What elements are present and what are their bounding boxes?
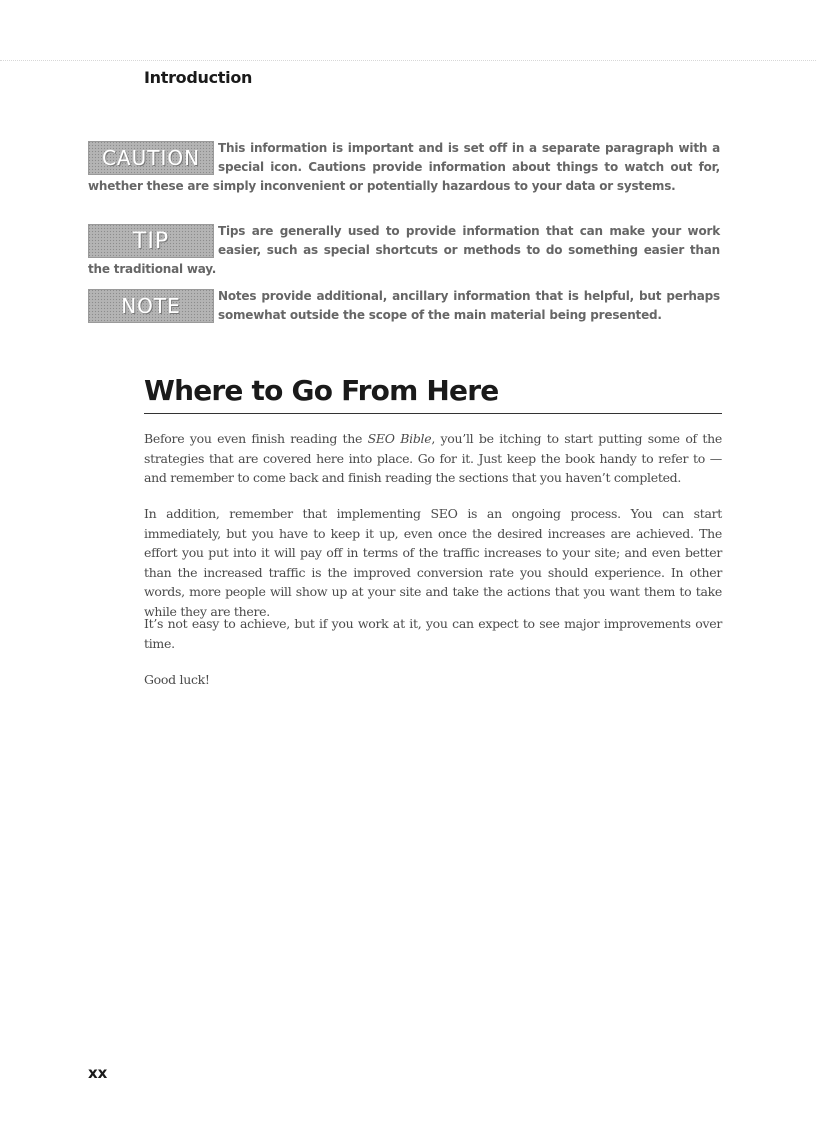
book-title: SEO Bible — [367, 431, 432, 446]
page-number: xx — [88, 1064, 108, 1082]
tip-callout — [88, 222, 720, 279]
tip-text: Tips are generally used to provide information that can make your work easier, such as special shortcuts or methods to do something easier than the traditional way. — [88, 224, 720, 276]
caution-icon-label: CAUTION — [101, 145, 201, 170]
tip-icon — [88, 224, 214, 258]
note-text: Notes provide additional, ancillary information that is helpful, but perhaps somewhat outside the scope of the main material being presented. — [218, 289, 720, 322]
section-title: Where to Go From Here — [144, 374, 722, 414]
running-head: Introduction — [144, 68, 253, 87]
note-callout — [88, 287, 720, 325]
tip-icon-label: TIP — [132, 228, 170, 254]
top-dotted-rule — [0, 60, 816, 61]
paragraph-1 — [144, 429, 722, 488]
caution-callout — [88, 139, 720, 196]
note-icon — [88, 289, 214, 323]
paragraph-3: It’s not easy to achieve, but if you work at it, you can expect to see major improvements over time. — [144, 616, 722, 651]
paragraph-1-end: , you’ll be itching to start putting some of the strategies that are covered here into place. Go for it. Just keep the book handy to refer to — and remember to come back and finish reading the sections that you haven’t completed. — [144, 431, 722, 485]
paragraph-1-start: Before you even finish reading the — [144, 431, 368, 446]
caution-text: This information is important and is set off in a separate paragraph with a special icon. Cautions provide information about things to watch out for, whether these are simply inconvenient or potentially hazardous to your data or systems. — [88, 141, 720, 193]
note-icon-label: NOTE — [121, 293, 181, 318]
paragraph-2: In addition, remember that implementing SEO is an ongoing process. You can start immediately, but you have to keep it up, even once the desired increases are achieved. The effort you put into it will pay off in terms of the traffic increases to your site; and even better than the increased traffic is the improved conversion rate you should experience. In other words, more people will show up at your site and take the actions that you want them to take while they are there. — [144, 506, 722, 619]
paragraph-4: Good luck! — [144, 672, 210, 687]
caution-icon — [88, 141, 214, 175]
